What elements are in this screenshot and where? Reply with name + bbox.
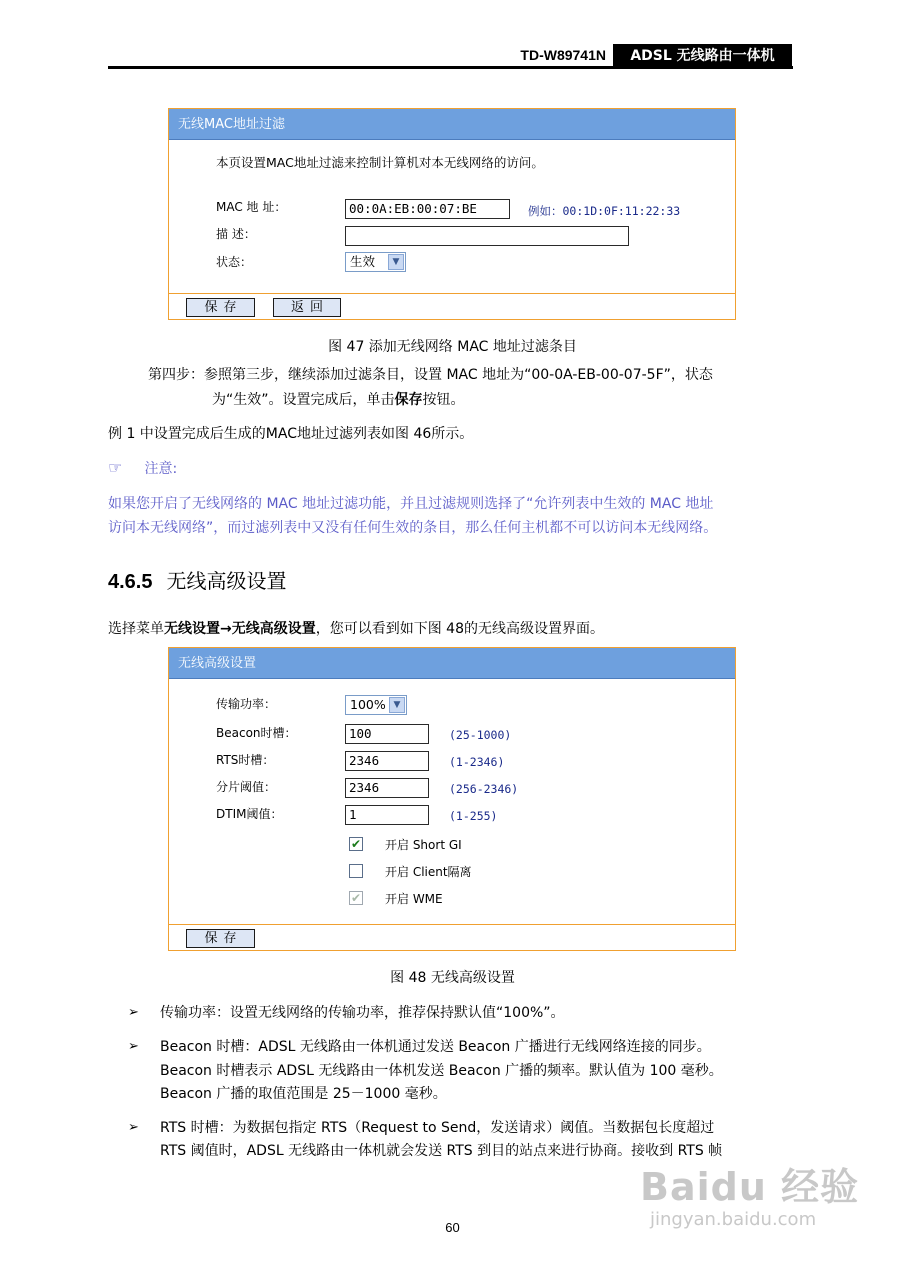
chevron-down-icon[interactable]: ▼	[388, 254, 404, 270]
bullet-tx-power: 传输功率：设置无线网络的传输功率，推荐保持默认值“100%”。	[160, 1005, 565, 1021]
back-button[interactable]: 返回	[273, 298, 341, 317]
header-product: ADSL 无线路由一体机	[613, 44, 792, 68]
note-heading	[108, 456, 177, 481]
tx-power-label: 传输功率：	[216, 697, 277, 711]
figure-48-caption: 图 48 无线高级设置	[390, 970, 515, 986]
dtim-label: DTIM阈值：	[216, 807, 283, 821]
bullet-beacon-line1: Beacon 时槽：ADSL 无线路由一体机通过发送 Beacon 广播进行无线网络连接的同步。	[160, 1039, 711, 1055]
mac-filter-panel-footer	[169, 293, 735, 319]
chevron-down-icon[interactable]: ▼	[389, 697, 405, 713]
figure-47-caption: 图 47 添加无线网络 MAC 地址过滤条目	[328, 339, 577, 355]
header-rule	[108, 66, 793, 69]
section-heading	[108, 567, 286, 596]
watermark-sub: jingyan.baidu.com	[650, 1209, 817, 1230]
client-isolation-checkbox[interactable]	[349, 864, 363, 878]
beacon-input[interactable]: 100	[345, 724, 429, 744]
mac-filter-panel-title: 无线MAC地址过滤	[169, 109, 735, 140]
dtim-range: (1-255)	[449, 809, 498, 823]
save-button[interactable]: 保存	[186, 298, 255, 317]
section-title: 无线高级设置	[166, 569, 287, 593]
tx-power-select[interactable]	[345, 695, 407, 715]
section-number: 4.6.5	[108, 571, 153, 593]
bullet-arrow-icon: ➢	[128, 1005, 139, 1020]
mac-filter-intro: 本页设置MAC地址过滤来控制计算机对本无线网络的访问。	[216, 155, 544, 170]
bullet-arrow-icon: ➢	[128, 1039, 139, 1054]
menu-line-pre: 选择菜单	[108, 621, 164, 637]
example-line: 例 1 中设置完成后生成的MAC地址过滤列表如图 46所示。	[108, 426, 474, 442]
wme-checkbox: ✔	[350, 891, 362, 905]
beacon-range: (25-1000)	[449, 728, 512, 742]
page-number: 60	[445, 1220, 460, 1235]
description-label: 描 述：	[216, 227, 256, 241]
dtim-input[interactable]: 1	[345, 805, 429, 825]
note-line1: 如果您开启了无线网络的 MAC 地址过滤功能，并且过滤规则选择了“允许列表中生效的 MAC 地址	[108, 496, 714, 512]
step4-line2-post: 按钮。	[422, 392, 465, 408]
mac-address-input[interactable]: 00:0A:EB:00:07:BE	[345, 199, 510, 219]
menu-line	[108, 618, 604, 640]
mac-filter-panel	[168, 108, 736, 320]
step4-line2-bold: 保存	[394, 392, 423, 408]
client-isolation-label: 开启 Client隔离	[385, 865, 472, 879]
save-button[interactable]: 保存	[186, 929, 255, 948]
short-gi-checkbox[interactable]: ✔	[350, 837, 362, 851]
bullet-beacon-line3: Beacon 广播的取值范围是 25－1000 毫秒。	[160, 1086, 447, 1102]
frag-input[interactable]: 2346	[345, 778, 429, 798]
mac-address-label: MAC 地 址：	[216, 200, 287, 214]
menu-line-bold: 无线设置→无线高级设置	[164, 621, 316, 637]
advanced-wireless-panel-title: 无线高级设置	[169, 648, 735, 679]
rts-range: (1-2346)	[449, 755, 505, 769]
rts-label: RTS时槽：	[216, 753, 275, 767]
bullet-beacon-line2: Beacon 时槽表示 ADSL 无线路由一体机发送 Beacon 广播的频率。默认值为 100 毫秒。	[160, 1063, 723, 1079]
watermark-main: Baidu 经验	[640, 1165, 860, 1209]
bullet-rts-line2: RTS 阈值时，ADSL 无线路由一体机就会发送 RTS 到目的站点来进行协商。接收到 RTS 帧	[160, 1143, 723, 1159]
step4-line2-pre: 为“生效”。设置完成后，单击	[212, 392, 395, 408]
bullet-arrow-icon: ➢	[128, 1120, 139, 1135]
frag-label: 分片阈值：	[216, 780, 277, 794]
tx-power-value: 100%	[350, 697, 386, 712]
note-line2: 访问本无线网络”，而过滤列表中又没有任何生效的条目，那么任何主机都不可以访问本无线网络。	[108, 520, 718, 536]
short-gi-label: 开启 Short GI	[385, 838, 462, 852]
step4-line2	[212, 389, 465, 411]
menu-line-post: ，您可以看到如下图 48的无线高级设置界面。	[315, 621, 604, 637]
description-input[interactable]	[345, 226, 629, 246]
bullet-rts-line1: RTS 时槽：为数据包指定 RTS（Request to Send，发送请求）阈值。当数据包长度超过	[160, 1120, 715, 1136]
note-title: 注意:	[144, 461, 178, 477]
pointing-hand-icon: ☞	[108, 458, 123, 477]
header-model: TD-W89741N	[520, 47, 606, 63]
frag-range: (256-2346)	[449, 782, 519, 796]
status-select-value: 生效	[350, 254, 376, 269]
rts-input[interactable]: 2346	[345, 751, 429, 771]
status-label: 状态：	[216, 255, 253, 269]
beacon-label: Beacon时槽：	[216, 726, 297, 740]
mac-address-example: 例如：00:1D:0F:11:22:33	[528, 204, 681, 218]
step4-line1: 第四步：参照第三步，继续添加过滤条目，设置 MAC 地址为“00-0A-EB-00-07-5F”，状态	[148, 367, 713, 383]
status-select[interactable]	[345, 252, 406, 272]
wme-label: 开启 WME	[385, 892, 443, 906]
advanced-wireless-panel	[168, 647, 736, 951]
advanced-wireless-panel-footer	[169, 924, 735, 950]
